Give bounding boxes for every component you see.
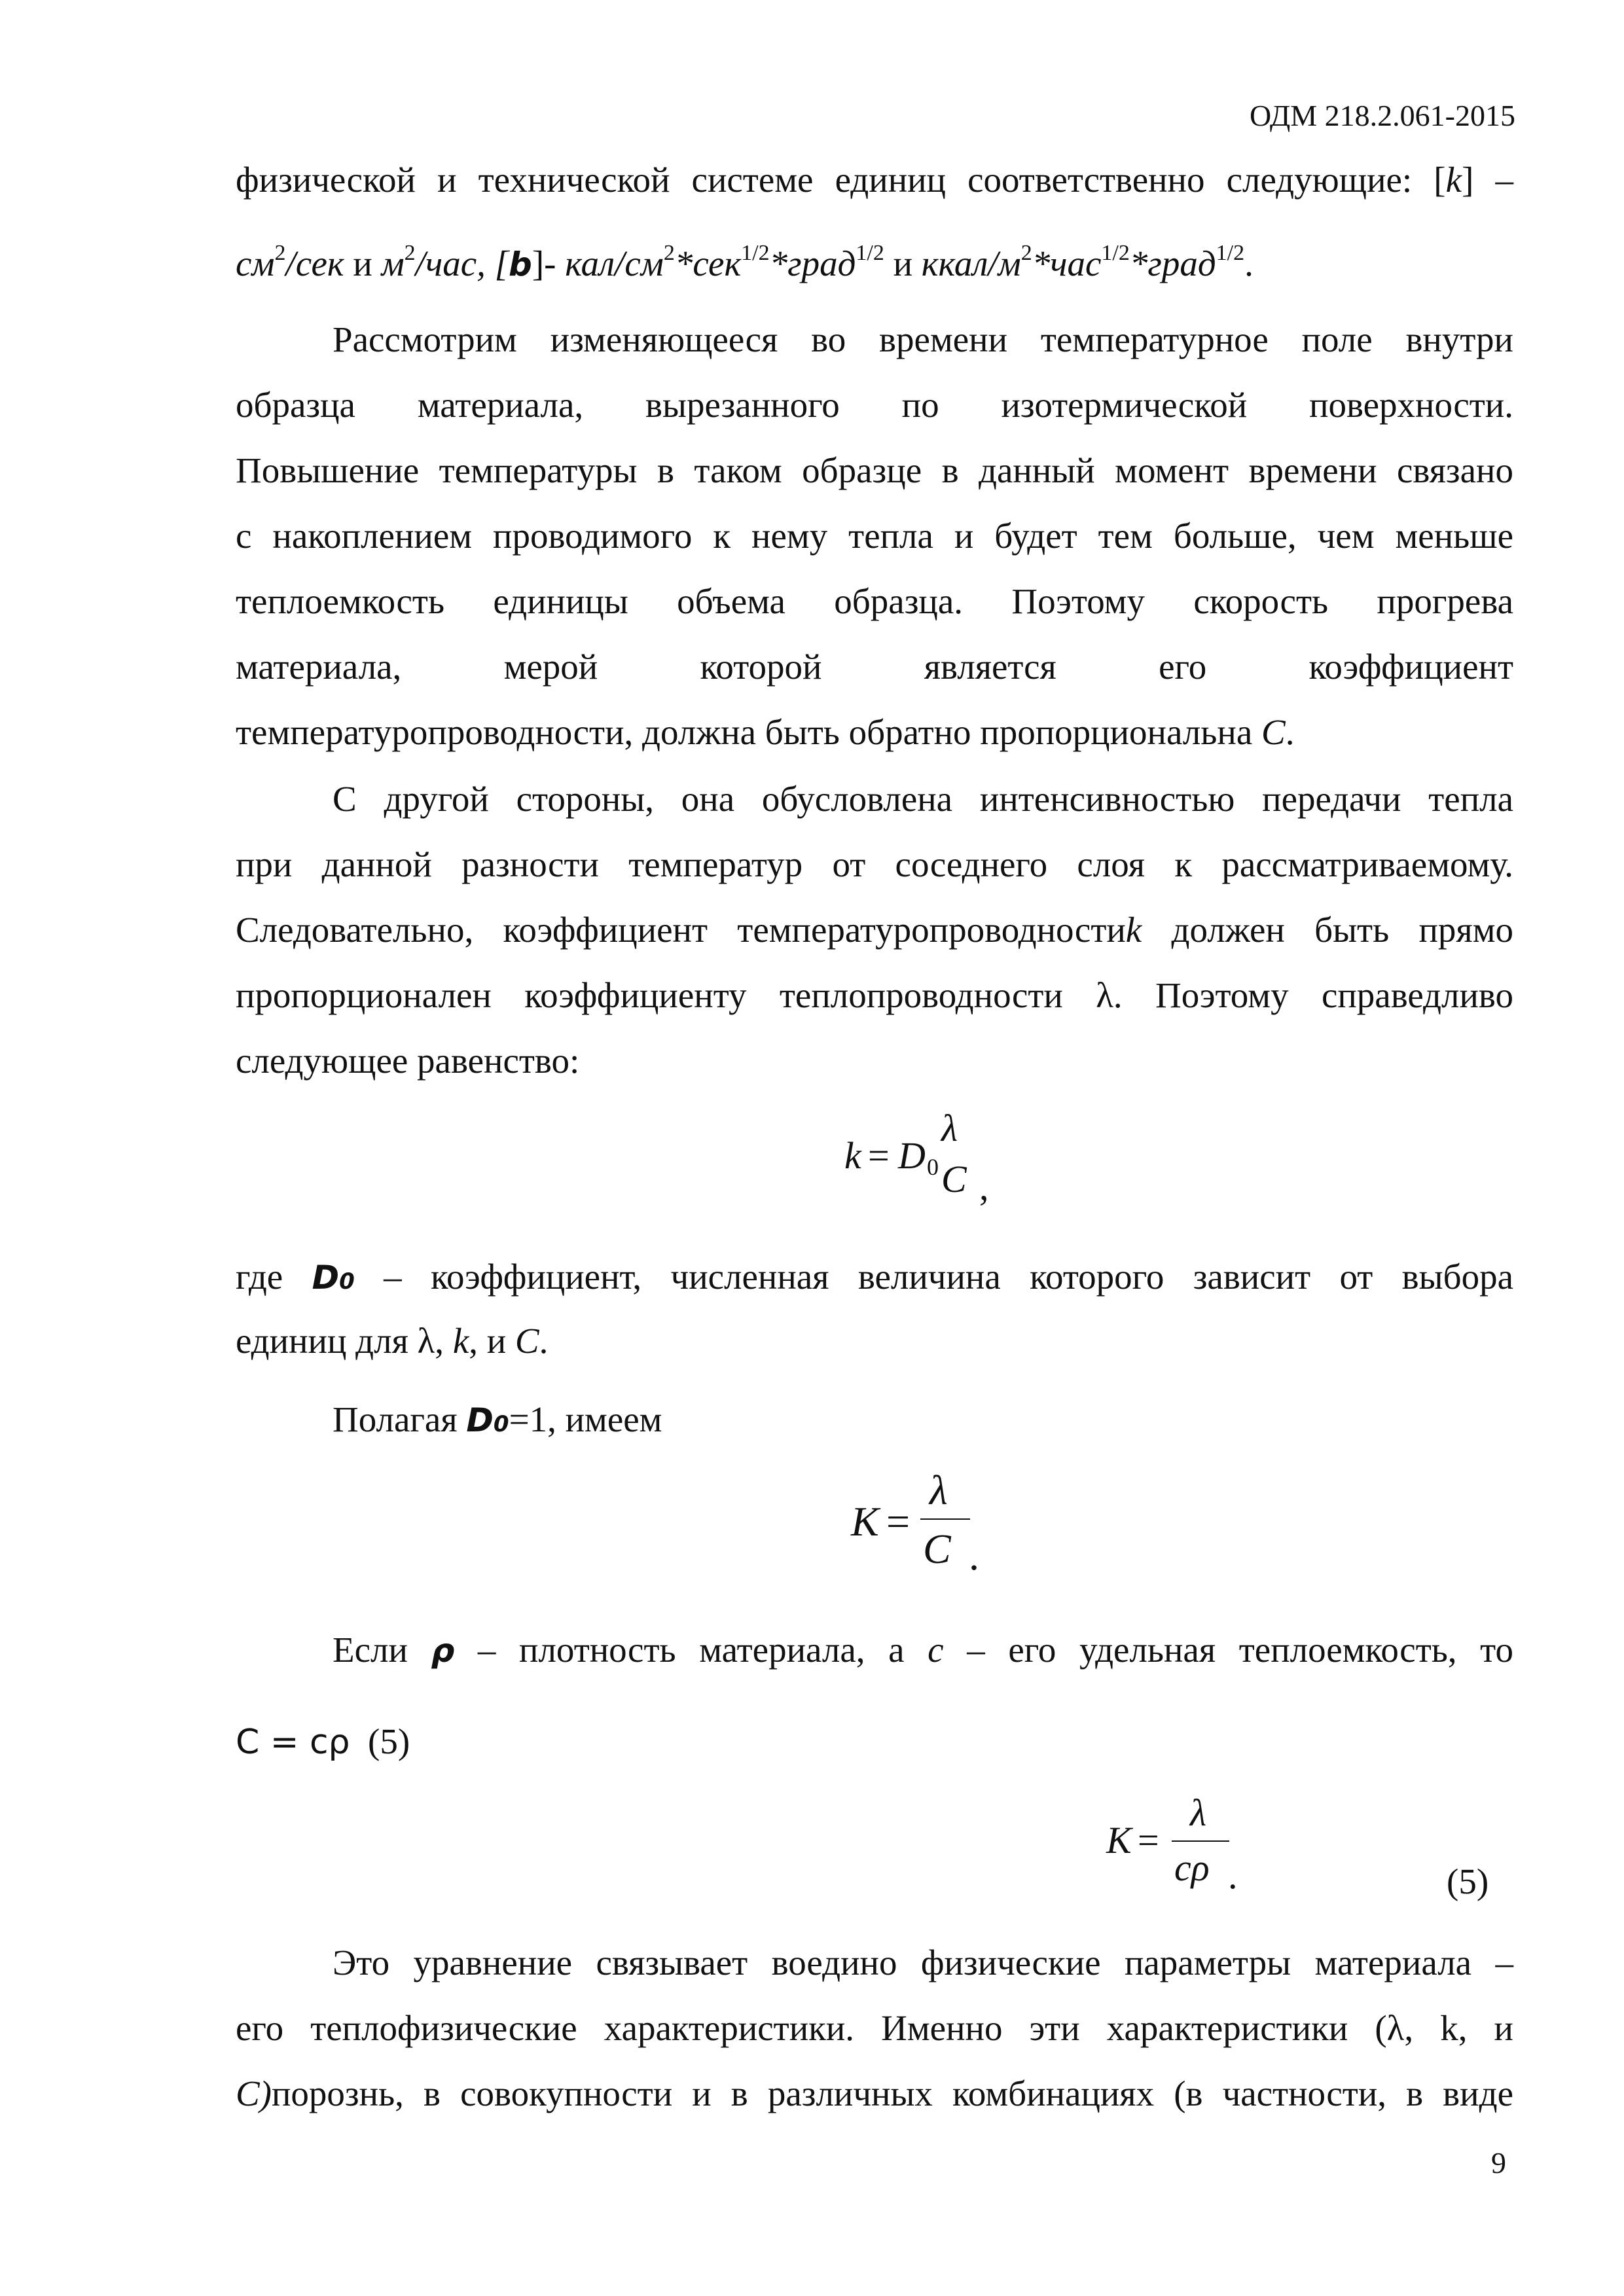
paragraph-1-line-5: теплоемкость единицы объема образца. Поэтому скорость прогрева bbox=[236, 581, 1513, 621]
formula-K-lambda-over-c-rho: K = λ cρ . bbox=[1106, 1791, 1238, 1897]
text-line-1: физической и технической системе единиц соответственно следующие: [k] – bbox=[236, 160, 1513, 200]
where-line-2: единиц для λ, k, и C. bbox=[236, 1321, 549, 1361]
paragraph-3-line-2: его теплофизические характеристики. Именно эти характеристики (λ, k, и bbox=[236, 2008, 1513, 2048]
paragraph-3-line-1: Это уравнение связывает воедино физические параметры материала – bbox=[333, 1943, 1513, 1982]
paragraph-2-line-2: при данной разности температур от соседнего слоя к рассматриваемому. bbox=[236, 844, 1513, 884]
paragraph-3-line-3: C)порознь, в совокупности и в различных комбинациях (в частности, в виде bbox=[236, 2073, 1513, 2113]
equation-number-5: (5) bbox=[1447, 1861, 1489, 1901]
if-line-1: Если ρ – плотность материала, а c – его удельная теплоемкость, то bbox=[333, 1630, 1513, 1670]
paragraph-1-line-3: Повышение температуры в таком образце в данный момент времени связано bbox=[236, 450, 1513, 490]
units-line: $см^2$/сек и $м^2$/час, [b]- кал/$см^2*сек^{1/2}*град^{1/2}$ и ккал/$м^2*час^{1/2}*град^{1/2}$. bbox=[236, 241, 1254, 283]
paragraph-1-line-2: образца материала, вырезанного по изотермической поверхности. bbox=[236, 385, 1513, 425]
if-line-2: C = cρ (5) bbox=[236, 1721, 410, 1762]
paragraph-2-line-4: пропорционален коэффициенту теплопроводности λ. Поэтому справедливо bbox=[236, 975, 1513, 1015]
paragraph-2-line-1: С другой стороны, она обусловлена интенсивностью передачи тепла bbox=[333, 779, 1513, 819]
page-number: 9 bbox=[1491, 2146, 1506, 2179]
paragraph-1-line-1: Рассмотрим изменяющееся во времени температурное поле внутри bbox=[333, 319, 1513, 359]
formula-k-d0-lambda-over-c: k = D 0 λ C , bbox=[844, 1107, 989, 1208]
assume-line: Полагая D0=1, имеем bbox=[333, 1399, 662, 1439]
paragraph-1-line-7: температуропроводности, должна быть обратно пропорциональна C. bbox=[236, 712, 1295, 752]
paragraph-2-line-3: Следовательно, коэффициент температуропроводностиk должен быть прямо bbox=[236, 910, 1513, 950]
fraction-bar bbox=[1172, 1840, 1229, 1842]
paragraph-1-line-4: с накоплением проводимого к нему тепла и будет тем больше, чем меньше bbox=[236, 516, 1513, 556]
formula-K-lambda-over-C: K = λ C . bbox=[851, 1467, 979, 1579]
paragraph-2-line-5: следующее равенство: bbox=[236, 1041, 580, 1081]
where-line-1: где D0 – коэффициент, численная величина которого зависит от выбора bbox=[236, 1257, 1513, 1297]
document-code-header: ОДМ 218.2.061-2015 bbox=[1249, 99, 1515, 132]
fraction-bar bbox=[920, 1518, 970, 1520]
paragraph-1-line-6: материала, мерой которой является его коэффициент bbox=[236, 647, 1513, 687]
